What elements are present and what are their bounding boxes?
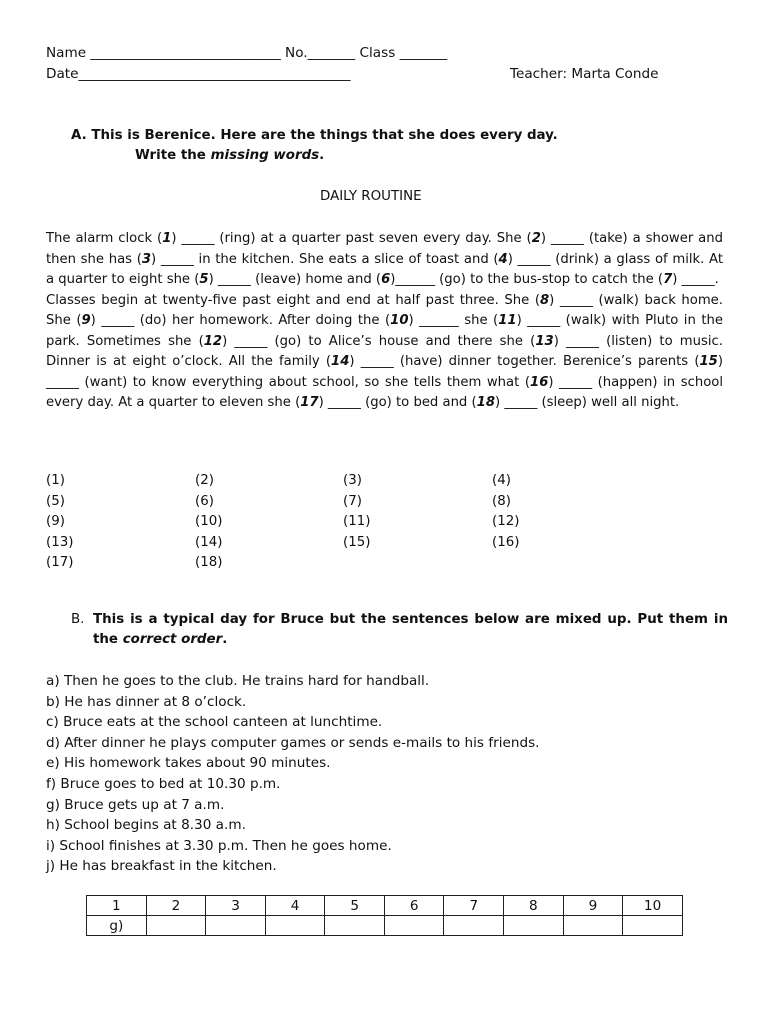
paragraph-text: ) ______ she ( [408,313,499,328]
gap-number: 1 [162,231,172,246]
title-italic: correct order [122,632,223,647]
gap-number: 5 [199,272,209,287]
sentence-item: c) Bruce eats at the school canteen at lunchtime. [46,714,383,731]
answer-slot: (12) [492,514,520,529]
answer-slot: (10) [195,514,223,529]
gap-number: 3 [141,251,152,267]
answer-row [46,555,646,576]
order-answer-cell[interactable] [265,916,325,936]
order-position-cell: 10 [623,896,683,916]
paragraph-text: ) _____ (have) dinner together. Berenice’s parents ( [349,354,700,369]
order-position-cell: 9 [563,896,623,916]
answer-slot: (9) [46,514,65,529]
paragraph-text: ) _____ (listen) to music. Dinner is at eight o’clock. All the family ( [46,333,723,369]
gap-number: 17 [300,395,319,410]
paragraph-text: ) _____ (take) a shower and then she has ( [46,231,723,267]
answer-slot: (14) [195,534,223,550]
order-answer-cell[interactable] [384,916,444,936]
section-a-instruction [135,148,324,163]
paragraph-text: ) _____ (leave) home and ( [208,272,382,287]
answer-row [46,535,646,556]
daily-routine-heading: DAILY ROUTINE [320,189,422,204]
paragraph-text: ) _____. [672,272,719,287]
paragraph-text: ) _____ (go) to Alice’s house and there she ( [222,333,536,349]
routine-text [46,229,723,414]
answer-row [46,514,646,535]
section-b-label: B. [71,612,85,627]
answer-slot: (16) [492,534,520,550]
answer-slot: (13) [46,534,74,550]
order-answer-cell[interactable] [206,916,266,936]
answer-slot: (2) [195,473,214,488]
answer-slot: (17) [46,555,74,570]
order-position-cell: 5 [325,896,385,916]
date-line: Date________________________________________ [46,66,351,82]
order-position-cell: 4 [265,896,325,916]
order-answer-cell[interactable] [444,916,504,936]
gap-number: 8 [539,292,550,308]
paragraph-text: ) _____ (walk) with Pluto in the park. Sometimes she ( [46,313,723,349]
order-answer-cell[interactable] [146,916,206,936]
paragraph-text: ) _____ in the kitchen. She eats a slice of toast and ( [151,251,499,267]
order-table-answer-row [87,916,683,936]
gap-number: 14 [331,354,350,369]
gap-number: 7 [663,272,673,287]
answer-slot: (18) [195,555,223,570]
gap-number: 4 [498,251,508,267]
paragraph-text: Classes begin at twenty-five past eight and end at half past three. She ( [46,292,540,308]
answer-slot: (8) [492,493,511,509]
answer-slot: (11) [343,514,371,529]
paragraph-text: ) _____ (sleep) well all night. [495,395,680,410]
gap-number: 2 [531,231,541,246]
name-number-class-line: Name ____________________________ No._______ Class _______ [46,45,448,61]
order-answer-cell[interactable] [563,916,623,936]
gap-number: 9 [81,313,91,328]
instruction-prefix: Write the [135,148,211,163]
order-table [86,895,683,936]
sentence-item: b) He has dinner at 8 o’clock. [46,693,247,710]
order-answer-cell[interactable] [325,916,385,936]
title-suffix: . [222,632,228,647]
routine-paragraph-2 [46,291,723,414]
answer-slot: (15) [343,534,371,550]
sentence-item: a) Then he goes to the club. He trains hard for handball. [46,673,430,689]
gap-number: 15 [699,354,718,369]
answer-slot: (5) [46,493,65,509]
gap-number: 6 [381,272,391,287]
section-b-title-line2 [93,632,227,647]
sentence-item: h) School begins at 8.30 a.m. [46,817,246,834]
paragraph-text: )______ (go) to the bus-stop to catch the ( [390,272,664,287]
order-position-cell: 3 [206,896,266,916]
order-table-header-row [87,896,683,916]
sentence-item: j) He has breakfast in the kitchen. [46,858,277,875]
gap-number: 11 [498,313,517,328]
paragraph-text: ) _____ (want) to know everything about school, so she tells them what ( [46,354,723,390]
gap-number: 18 [476,395,495,410]
title-prefix: the [93,632,123,647]
sentence-list [46,671,540,877]
sentence-item: i) School finishes at 3.30 p.m. Then he goes home. [46,837,392,854]
answer-slot: (3) [343,473,362,488]
gap-number: 12 [203,333,223,349]
paragraph-text: ) _____ (go) to bed and ( [318,395,477,410]
answer-slot: (1) [46,473,65,488]
answer-number-grid [46,473,646,576]
order-position-cell: 6 [384,896,444,916]
order-position-cell: 2 [146,896,206,916]
section-b-title-line1: This is a typical day for Bruce but the sentences below are mixed up. Put them in [93,612,728,627]
sentence-item: g) Bruce gets up at 7 a.m. [46,796,225,813]
order-position-cell: 8 [504,896,564,916]
section-a-title: A. This is Berenice. Here are the things that she does every day. [71,128,558,143]
order-answer-cell[interactable] [623,916,683,936]
answer-row [46,494,646,515]
paragraph-text: ) _____ (ring) at a quarter past seven every day. She ( [171,231,532,246]
order-answer-cell[interactable]: g) [87,916,147,936]
paragraph-text: ) _____ (do) her homework. After doing the ( [90,313,391,328]
sentence-item: d) After dinner he plays computer games or sends e-mails to his friends. [46,734,540,751]
instruction-suffix: . [319,148,325,163]
routine-paragraph-1 [46,229,723,291]
order-position-cell: 1 [87,896,147,916]
paragraph-text: The alarm clock ( [46,231,163,246]
paragraph-text: ) _____ (walk) back home. She ( [46,292,723,328]
answer-slot: (4) [492,473,511,488]
gap-number: 13 [535,333,554,349]
answer-slot: (6) [195,493,214,509]
answer-row [46,473,646,494]
instruction-italic: missing words [210,148,320,163]
sentence-item: e) His homework takes about 90 minutes. [46,755,331,772]
teacher-label: Teacher: Marta Conde [510,66,659,82]
order-position-cell: 7 [444,896,504,916]
paragraph-text: ) _____ (drink) a glass of milk. At a quarter to eight she ( [46,251,724,287]
sentence-item: f) Bruce goes to bed at 10.30 p.m. [46,775,281,792]
paragraph-text: ) _____ (happen) in school every day. At a quarter to eleven she ( [46,374,723,410]
gap-number: 10 [390,313,409,328]
answer-slot: (7) [343,493,362,509]
order-answer-cell[interactable] [504,916,564,936]
gap-number: 16 [530,374,549,390]
